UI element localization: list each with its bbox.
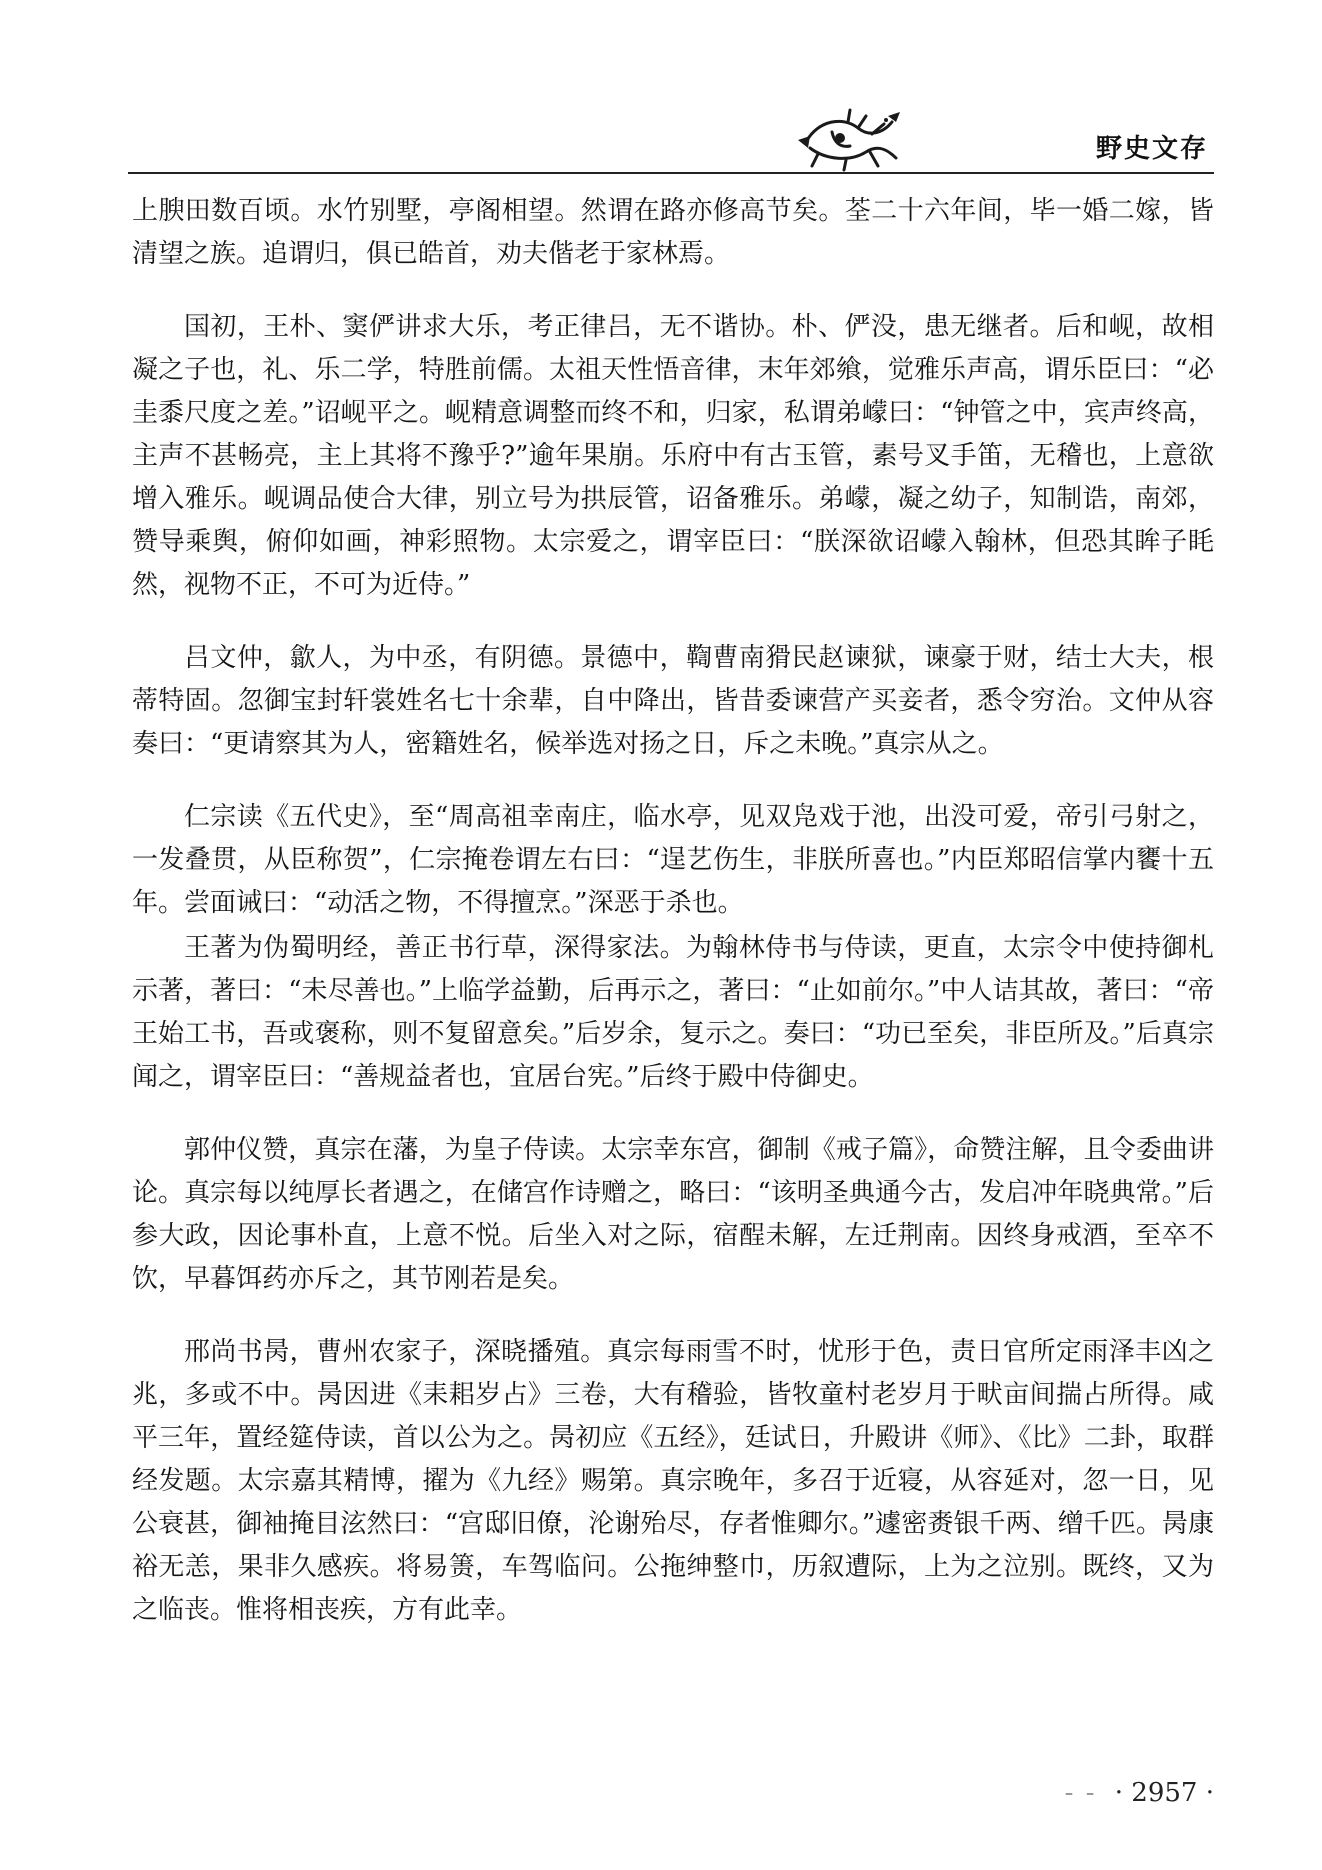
- header-rule: [128, 172, 1214, 174]
- page-header: [128, 96, 1214, 176]
- book-title: 野史文存: [1095, 134, 1208, 164]
- paragraph-xing-bing: 邢尚书昺，曹州农家子，深晓播殖。真宗每雨雪不时，忧形于色，责日官所定雨泽丰凶之兆，多或不中。昺因进《耒耜岁占》三卷，大有稽验，皆牧童村老岁月于畎亩间揣占所得。咸平三年，置经筵侍读，首以公为之。昺初应《五经》，廷试日，升殿讲《师》、《比》二卦，取群经发题。太宗嘉其精博，擢为《九经》赐第。真宗晚年，多召于近寝，从容延对，忽一日，见公衰甚，御袖掩目泫然曰：“宫邸旧僚，沦谢殆尽，存者惟卿尔。”遽密赉银千两、缯千匹。昺康裕无恙，果非久感疾。将易箦，车驾临问。公拖绅整巾，历叙遭际，上为之泣别。既终，又为之临丧。惟将相丧疾，方有此幸。: [132, 1337, 1214, 1625]
- paragraph-renzong: 仁宗读《五代史》，至“周高祖幸南庄，临水亭，见双凫戏于池，出没可爱，帝引弓射之，一发叠贯，从臣称贺”，仁宗掩卷谓左右曰：“逞艺伤生，非朕所喜也。”内臣郑昭信掌内饔十五年。尝面诫曰：“动活之物，不得擅烹。”深恶于杀也。: [132, 802, 1214, 918]
- page-number: · 2957 ·: [1114, 1778, 1214, 1808]
- footer-dash-decoration: - -: [1064, 1778, 1097, 1808]
- paragraph-he-xian: 国初，王朴、窦俨讲求大乐，考正律吕，无不谐协。朴、俨没，患无继者。后和岘，故相凝之子也，礼、乐二学，特胜前儒。太祖天性悟音律，末年郊飨，觉雅乐声高，谓乐臣曰：“必圭黍尺度之差。”诏岘平之。岘精意调整而终不和，归家，私谓弟㠓曰：“钟管之中，宾声终高，主声不甚畅亮，主上其将不豫乎?”逾年果崩。乐府中有古玉管，素号叉手笛，无稽也，上意欲增入雅乐。岘调品使合大律，别立号为拱辰管，诏备雅乐。弟㠓，凝之幼子，知制诰，南郊，赞导乘舆，俯仰如画，神彩照物。太宗爱之，谓宰臣曰：“朕深欲诏㠓入翰林，但恐其眸子眊然，视物不正，不可为近侍。”: [132, 312, 1214, 600]
- dragon-emblem-icon: [788, 102, 908, 174]
- paragraph-lv-wenzhong: 吕文仲，歙人，为中丞，有阴德。景德中，鞫曹南猾民赵谏狱，谏豪于财，结士大夫，根蒂特固。忽御宝封轩裳姓名七十余辈，自中降出，皆昔委谏营产买妾者，悉令穷治。文仲从容奏曰：“更请察其为人，密籍姓名，候举选对扬之日，斥之未晚。”真宗从之。: [132, 643, 1214, 759]
- page-body: [132, 190, 1214, 1662]
- paragraph-guo-zhongyi: 郭仲仪赞，真宗在藩，为皇子侍读。太宗幸东宫，御制《戒子篇》，命赞注解，且令委曲讲论。真宗每以纯厚长者遇之，在储宫作诗赠之，略曰：“该明圣典通今古，发启冲年晓典常。”后参大政，因论事朴直，上意不悦。后坐入对之际，宿酲未解，左迁荆南。因终身戒酒，至卒不饮，早暮饵药亦斥之，其节刚若是矣。: [132, 1135, 1214, 1294]
- page-footer: [1065, 1778, 1214, 1808]
- paragraph-wang-zhu: 王著为伪蜀明经，善正书行草，深得家法。为翰林侍书与侍读，更直，太宗令中使持御札示著，著曰：“未尽善也。”上临学益勤，后再示之，著曰：“止如前尔。”中人诘其故，著曰：“帝王始工书，吾或褒称，则不复留意矣。”后岁余，复示之。奏曰：“功已至矣，非臣所及。”后真宗闻之，谓宰臣曰：“善规益者也，宜居台宪。”后终于殿中侍御史。: [132, 933, 1214, 1092]
- paragraph-continued: 上腴田数百顷。水竹别墅，亭阁相望。然谓在路亦修高节矣。荃二十六年间，毕一婚二嫁，皆清望之族。追谓归，俱已皓首，劝夫偕老于家林焉。: [132, 196, 1214, 269]
